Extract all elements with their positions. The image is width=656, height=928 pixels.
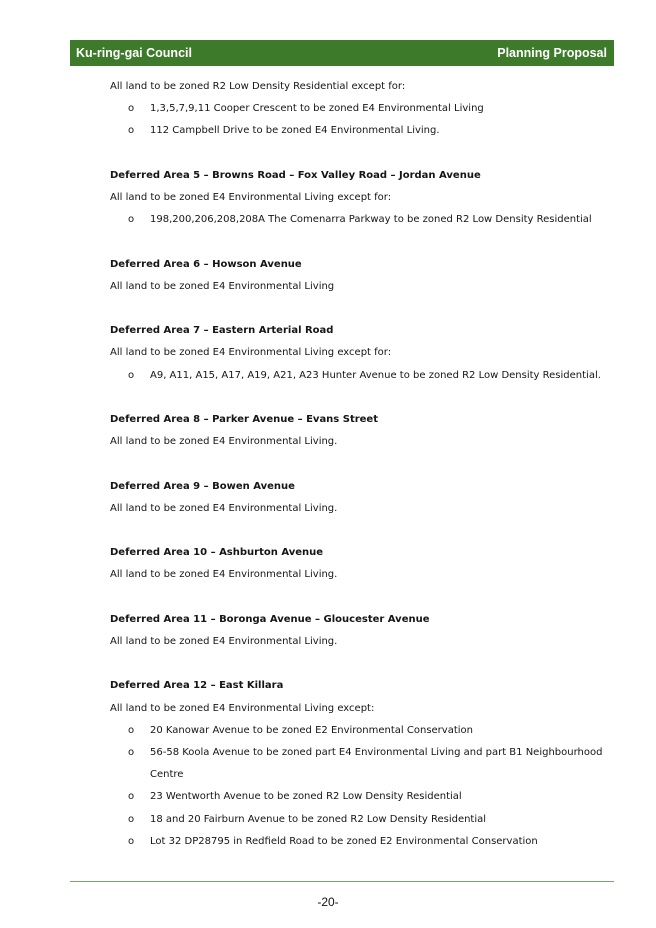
section-heading: Deferred Area 5 – Browns Road – Fox Valley Road – Jordan Avenue bbox=[110, 169, 481, 181]
list-item-text: 20 Kanowar Avenue to be zoned E2 Environmental Conservation bbox=[150, 724, 473, 736]
section-heading: Deferred Area 11 – Boronga Avenue – Gloucester Avenue bbox=[110, 613, 430, 625]
section-heading: Deferred Area 8 – Parker Avenue – Evans Street bbox=[110, 413, 378, 425]
bullet-marker: o bbox=[128, 724, 135, 736]
header-organisation: Ku-ring-gai Council bbox=[76, 46, 192, 60]
page-number: -20- bbox=[317, 895, 339, 909]
section-text: All land to be zoned E4 Environmental Living except for: bbox=[110, 192, 392, 203]
section-text: All land to be zoned E4 Environmental Living except for: bbox=[110, 347, 392, 359]
section-spacer bbox=[110, 587, 610, 609]
list-item bbox=[110, 831, 610, 853]
section-spacer bbox=[110, 520, 610, 542]
list-item bbox=[110, 120, 610, 142]
intro-text: All land to be zoned R2 Low Density Residential except for: bbox=[110, 81, 406, 92]
section-heading: Deferred Area 12 – East Killara bbox=[110, 680, 284, 692]
document-header bbox=[70, 40, 614, 66]
list-item-text: 56-58 Koola Avenue to be zoned part E4 Environmental Living and part B1 Neighbourhood Centre bbox=[150, 746, 603, 781]
section-text: All land to be zoned E4 Environmental Living. bbox=[110, 569, 338, 581]
document-body bbox=[110, 76, 610, 853]
list-item bbox=[110, 720, 610, 742]
section-heading: Deferred Area 7 – Eastern Arterial Road bbox=[110, 325, 334, 337]
section-spacer bbox=[110, 453, 610, 475]
list-item bbox=[110, 98, 610, 120]
list-item-text: 112 Campbell Drive to be zoned E4 Environmental Living. bbox=[150, 125, 440, 137]
list-item bbox=[110, 742, 610, 786]
section-spacer bbox=[110, 231, 610, 253]
bullet-marker: o bbox=[128, 125, 135, 137]
section-text: All land to be zoned E4 Environmental Living. bbox=[110, 635, 338, 647]
bullet-marker: o bbox=[128, 813, 135, 825]
section-heading: Deferred Area 10 – Ashburton Avenue bbox=[110, 547, 324, 559]
list-item bbox=[110, 809, 610, 831]
section-spacer bbox=[110, 143, 610, 165]
bullet-marker: o bbox=[128, 791, 135, 803]
footer-divider bbox=[70, 881, 614, 882]
list-item-text: 1,3,5,7,9,11 Cooper Crescent to be zoned E4 Environmental Living bbox=[150, 103, 484, 115]
bullet-marker: o bbox=[128, 835, 135, 847]
list-item-text: 198,200,206,208,208A The Comenarra Parkway to be zoned R2 Low Density Residential bbox=[150, 214, 592, 226]
section-text: All land to be zoned E4 Environmental Living except: bbox=[110, 702, 375, 714]
list-item-text: 18 and 20 Fairburn Avenue to be zoned R2 Low Density Residential bbox=[150, 813, 487, 825]
bullet-marker: o bbox=[128, 369, 135, 381]
bullet-marker: o bbox=[128, 103, 135, 115]
list-item bbox=[110, 209, 610, 231]
section-spacer bbox=[110, 387, 610, 409]
section-spacer bbox=[110, 653, 610, 675]
list-item-text: 23 Wentworth Avenue to be zoned R2 Low Density Residential bbox=[150, 791, 462, 803]
section-text: All land to be zoned E4 Environmental Living. bbox=[110, 436, 338, 448]
list-item bbox=[110, 786, 610, 808]
list-item bbox=[110, 365, 610, 387]
bullet-marker: o bbox=[128, 746, 135, 758]
header-document-type: Planning Proposal bbox=[497, 46, 607, 60]
section-spacer bbox=[110, 298, 610, 320]
list-item-text: Lot 32 DP28795 in Redfield Road to be zoned E2 Environmental Conservation bbox=[150, 835, 538, 847]
list-item-text: A9, A11, A15, A17, A19, A21, A23 Hunter Avenue to be zoned R2 Low Density Residential. bbox=[150, 369, 601, 381]
section-heading: Deferred Area 6 – Howson Avenue bbox=[110, 258, 302, 270]
section-heading: Deferred Area 9 – Bowen Avenue bbox=[110, 480, 295, 492]
section-text: All land to be zoned E4 Environmental Living. bbox=[110, 502, 338, 514]
section-text: All land to be zoned E4 Environmental Living bbox=[110, 280, 335, 292]
bullet-marker: o bbox=[128, 214, 135, 226]
